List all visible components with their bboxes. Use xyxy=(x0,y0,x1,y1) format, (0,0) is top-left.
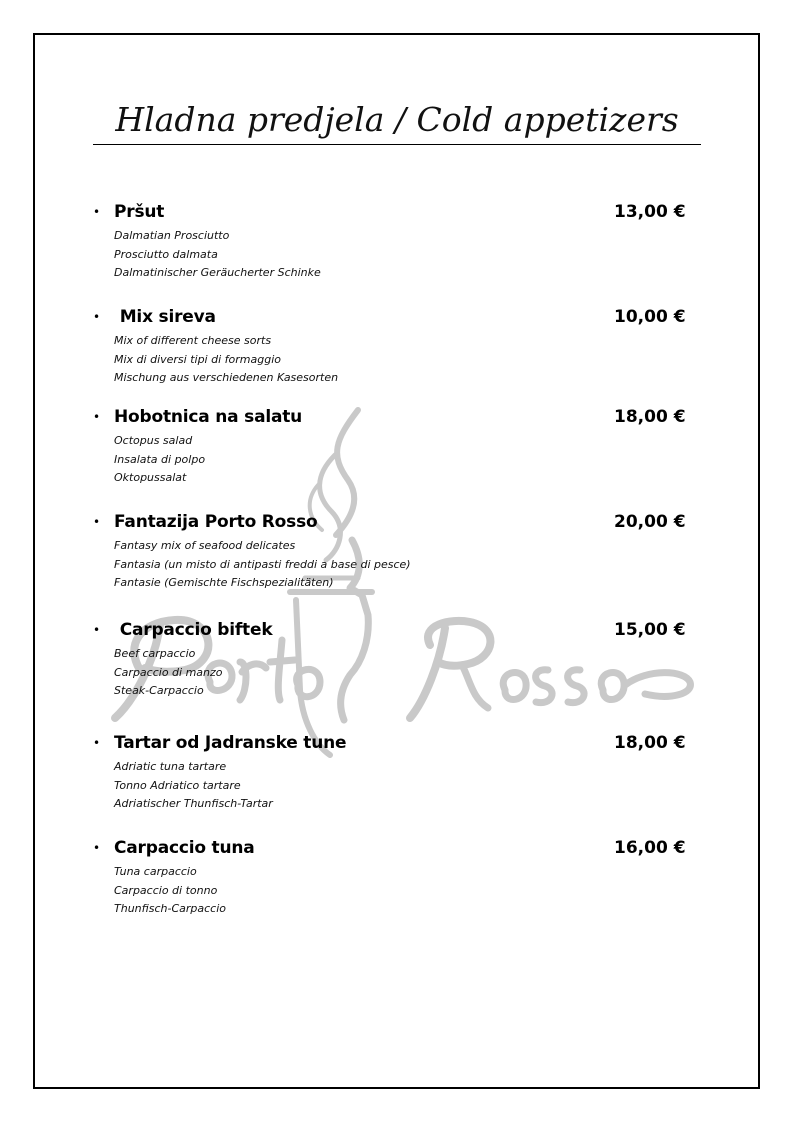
translation-italian: Tonno Adriatico tartare xyxy=(114,778,241,792)
item-price: 15,00 € xyxy=(614,620,686,640)
item-translations xyxy=(114,332,338,388)
bullet-icon: • xyxy=(93,736,101,750)
translation-italian: Mix di diversi tipi di formaggio xyxy=(114,352,281,366)
item-name: Hobotnica na salatu xyxy=(114,407,303,427)
item-name: Tartar od Jadranske tune xyxy=(114,733,347,753)
item-price: 18,00 € xyxy=(614,733,686,753)
translation-italian: Carpaccio di manzo xyxy=(114,665,223,679)
item-price: 16,00 € xyxy=(614,838,686,858)
translation-italian: Carpaccio di tonno xyxy=(114,883,218,897)
bullet-icon: • xyxy=(93,515,101,529)
bullet-icon: • xyxy=(93,623,101,637)
translation-german: Steak-Carpaccio xyxy=(114,684,204,698)
translation-english: Fantasy mix of seafood delicates xyxy=(114,539,296,552)
item-price: 13,00 € xyxy=(614,202,686,222)
translation-italian: Insalata di polpo xyxy=(114,452,206,466)
translation-german: Dalmatinischer Geräucherter Schinke xyxy=(114,266,321,280)
bullet-icon: • xyxy=(93,410,101,424)
item-translations xyxy=(114,432,205,488)
translation-german: Adriatischer Thunfisch-Tartar xyxy=(114,797,273,811)
bullet-icon: • xyxy=(93,205,101,219)
item-name: Carpaccio tuna xyxy=(114,838,255,858)
translation-german: Mischung aus verschiedenen Kasesorten xyxy=(114,371,339,385)
translation-english: Octopus salad xyxy=(114,434,193,447)
translation-english: Adriatic tuna tartare xyxy=(114,760,227,773)
translation-english: Dalmatian Prosciutto xyxy=(114,229,230,242)
translation-german: Fantasie (Gemischte Fischspezialitäten) xyxy=(114,576,334,590)
item-translations xyxy=(114,227,321,283)
translation-german: Oktopussalat xyxy=(114,471,187,485)
item-name: Fantazija Porto Rosso xyxy=(114,512,318,532)
item-price: 20,00 € xyxy=(614,512,686,532)
title-underline xyxy=(93,144,701,145)
item-name: Carpaccio biftek xyxy=(114,620,273,640)
item-translations xyxy=(114,537,411,593)
item-translations xyxy=(114,758,273,814)
menu-section-title: Hladna predjela / Cold appetizers xyxy=(115,100,679,139)
translation-english: Tuna carpaccio xyxy=(114,865,197,878)
translation-italian: Fantasia (un misto di antipasti freddi a base di pesce) xyxy=(114,557,411,571)
translation-german: Thunfisch-Carpaccio xyxy=(114,902,227,916)
translation-italian: Prosciutto dalmata xyxy=(114,247,218,261)
item-price: 18,00 € xyxy=(614,407,686,427)
translation-english: Beef carpaccio xyxy=(114,647,196,660)
item-translations xyxy=(114,645,223,701)
item-translations xyxy=(114,863,226,919)
item-name: Mix sireva xyxy=(114,307,216,327)
translation-english: Mix of different cheese sorts xyxy=(114,334,272,347)
bullet-icon: • xyxy=(93,310,101,324)
item-price: 10,00 € xyxy=(614,307,686,327)
item-name: Pršut xyxy=(114,202,165,222)
bullet-icon: • xyxy=(93,841,101,855)
